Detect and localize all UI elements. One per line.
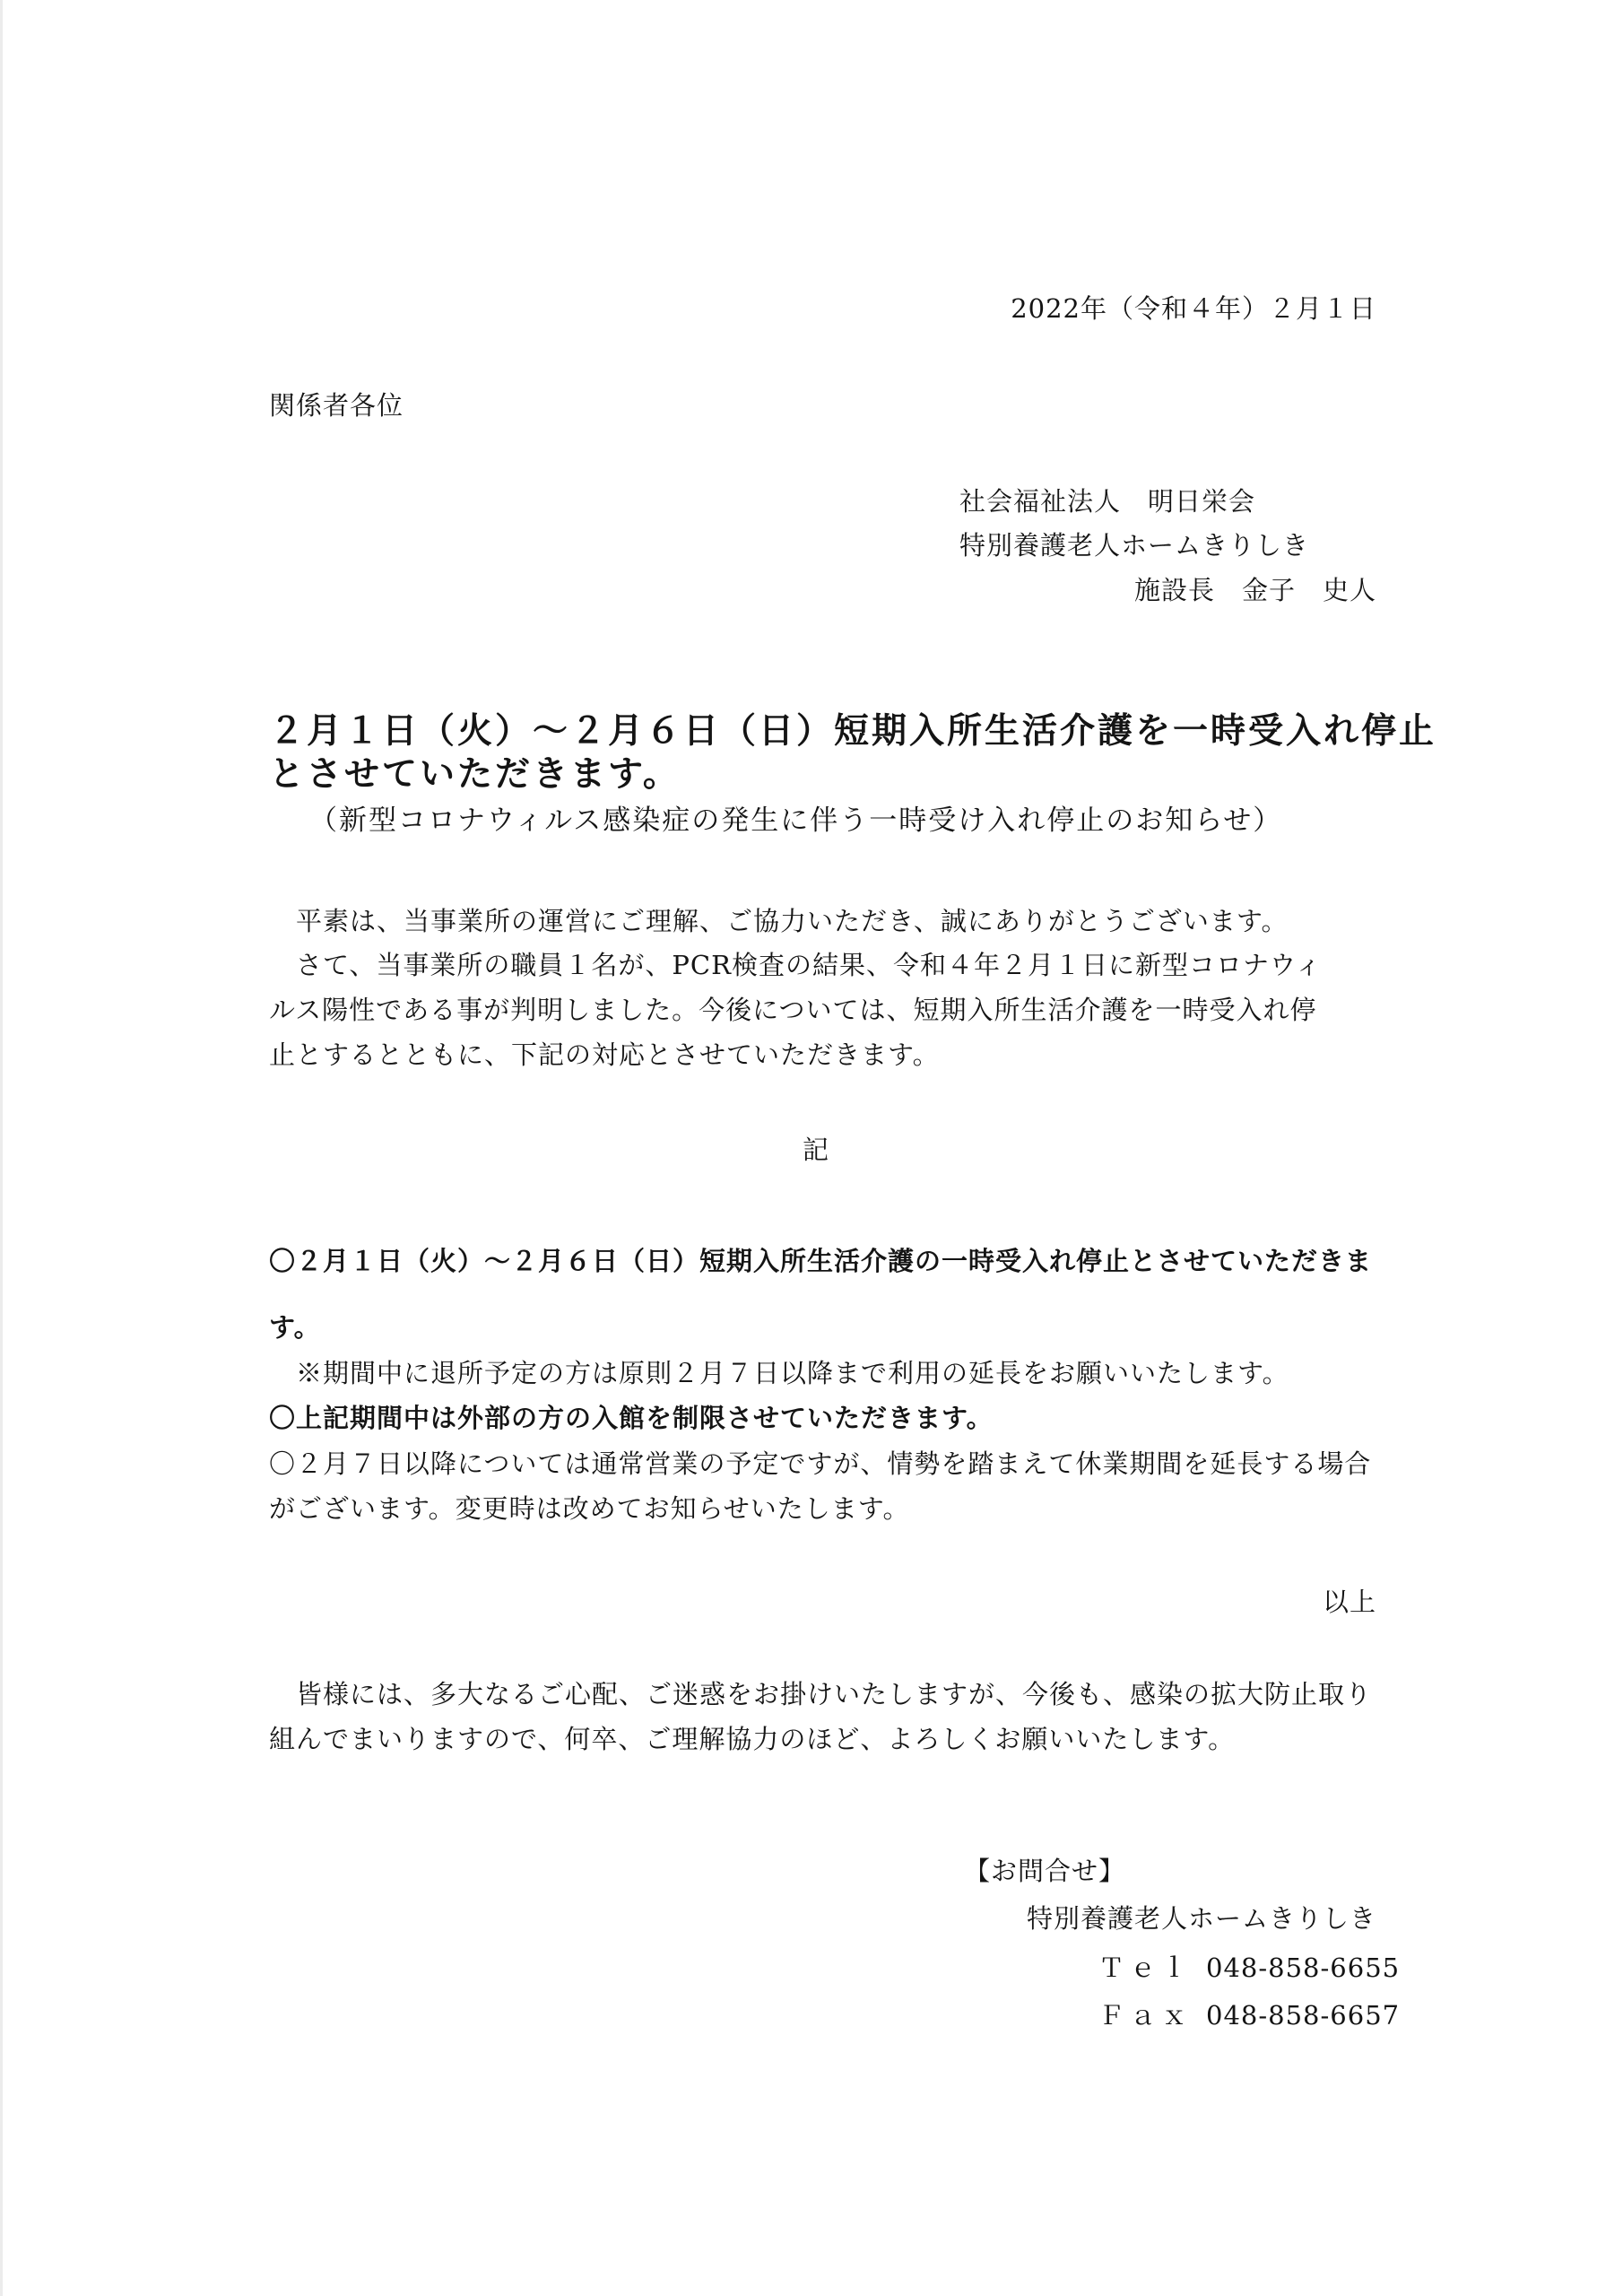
- contact-tel: 048-858-6655: [1206, 1952, 1401, 1983]
- sender-director: 施設長 金子 史人: [1133, 575, 1376, 605]
- item-3-line2: がございます。変更時は改めてお知らせいたします。: [269, 1493, 910, 1524]
- contact-fax: 048-858-6657: [1206, 2000, 1401, 2031]
- notice-title-line2: とさせていただきます。: [269, 753, 681, 795]
- closing-line1: 皆様には、多大なるご心配、ご迷惑をお掛けいたしますが、今後も、感染の拡大防止取り: [296, 1679, 1373, 1709]
- notice-subtitle: （新型コロナウィルス感染症の発生に伴う一時受け入れ停止のお知らせ）: [309, 804, 1283, 837]
- document-date: 2022年（令和４年）２月１日: [1011, 293, 1376, 324]
- item-1-note: ※期間中に退所予定の方は原則２月７日以降まで利用の延長をお願いいたします。: [296, 1358, 1289, 1388]
- sender-organization: 社会福祉法人 明日栄会: [959, 486, 1256, 517]
- item-1-line2: す。: [269, 1312, 321, 1343]
- scan-edge: [0, 0, 3, 2296]
- ki-heading: 記: [803, 1135, 830, 1165]
- contact-heading: 【お問合せ】: [964, 1856, 1126, 1886]
- body-paragraph-2-line2: ルス陽性である事が判明しました。今後については、短期入所生活介護を一時受入れ停: [269, 995, 1317, 1025]
- body-paragraph-2-line1: さて、当事業所の職員１名が、PCR検査の結果、令和４年２月１日に新型コロナウィ: [296, 950, 1323, 980]
- item-2: 〇上記期間中は外部の方の入館を制限させていただきます。: [269, 1403, 994, 1433]
- contact-fax-label: Ｆａｘ: [1098, 2000, 1193, 2031]
- ijo-closing-mark: 以上: [1322, 1587, 1376, 1617]
- contact-tel-label: Ｔｅｌ: [1098, 1952, 1193, 1983]
- item-1-line1: 〇２月１日（火）～２月６日（日）短期入所生活介護の一時受入れ停止とさせていただきま: [269, 1246, 1373, 1276]
- closing-line2: 組んでまいりますので、何卒、ご理解協力のほど、よろしくお願いいたします。: [269, 1724, 1236, 1754]
- contact-facility: 特別養護老人ホームきりしき: [1026, 1903, 1376, 1934]
- item-3-line1: 〇２月７日以降については通常営業の予定ですが、情勢を踏まえて休業期間を延長する場合: [269, 1448, 1372, 1479]
- sender-facility: 特別養護老人ホームきりしき: [959, 530, 1310, 561]
- body-paragraph-1: 平素は、当事業所の運営にご理解、ご協力いただき、誠にありがとうございます。: [296, 906, 1289, 936]
- addressee: 関係者各位: [269, 390, 404, 421]
- body-paragraph-2-line3: 止とするとともに、下記の対応とさせていただきます。: [269, 1039, 940, 1070]
- notice-title-line1: ２月１日（火）～２月６日（日）短期入所生活介護を一時受入れ停止: [269, 710, 1437, 752]
